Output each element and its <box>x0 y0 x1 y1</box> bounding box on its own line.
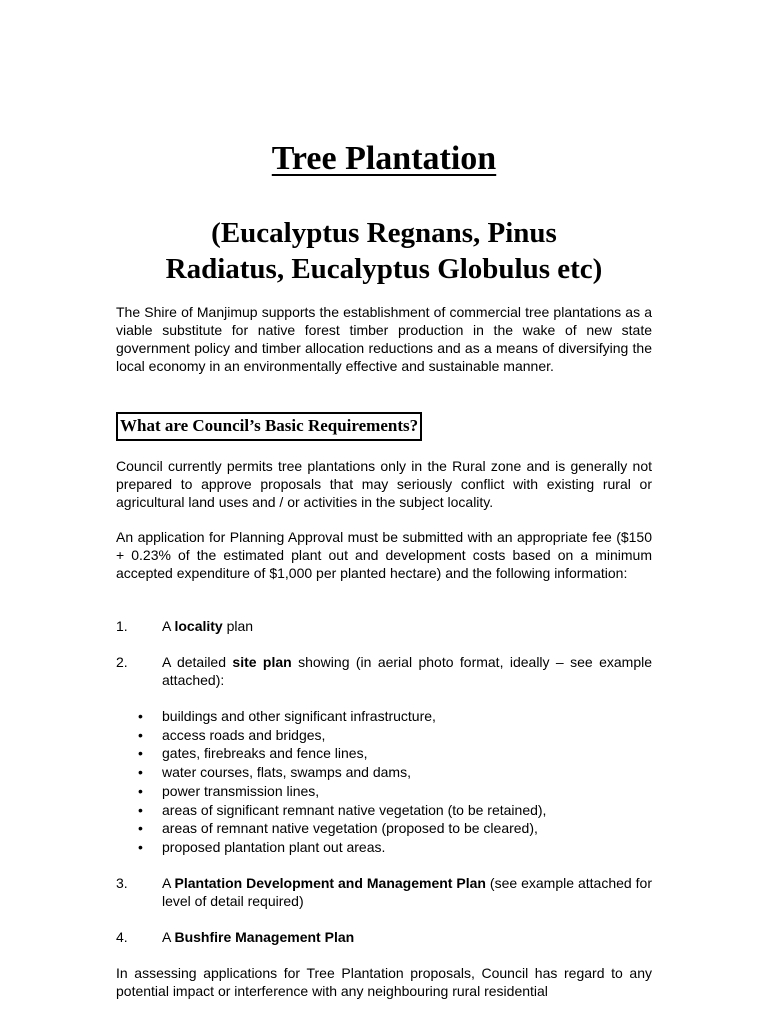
bullet-icon: • <box>138 764 143 781</box>
paragraph-1: Council currently permits tree plantations only in the Rural zone and is generally not prepared to approve proposals that may seriously conflict with existing rural or agricultural land uses and / or activities in the subject locality. <box>116 458 652 510</box>
bullet-text: areas of significant remnant native vegetation (to be retained), <box>162 801 547 818</box>
subtitle-line-1: (Eucalyptus Regnans, Pinus <box>211 217 557 249</box>
item-bold-text: site plan <box>232 654 292 670</box>
paragraph-2: An application for Planning Approval must be submitted with an appropriate fee ($150 + 0.23% of the estimated plant out and development costs based on a minimum accepted expenditure of $1,000 per planted hectare) and the following information: <box>116 529 652 581</box>
bullet-item <box>138 763 546 782</box>
subtitle-line-2: Radiatus, Eucalyptus Globulus etc) <box>165 253 603 285</box>
bullet-item <box>138 819 546 838</box>
bullet-text: water courses, flats, swamps and dams, <box>162 764 411 781</box>
bullet-icon: • <box>138 726 143 743</box>
item-text: (see example attached for level of detail required) <box>162 875 652 909</box>
bullet-item <box>138 726 546 745</box>
item-text: A <box>162 875 175 891</box>
list-item-site-plan <box>162 653 652 689</box>
item-text: A detailed <box>162 654 233 670</box>
item-bold-text: Plantation Development and Management Plan <box>174 875 486 891</box>
list-number: 1. <box>116 618 128 634</box>
list-number: 3. <box>116 875 128 891</box>
bullet-icon: • <box>138 820 143 837</box>
list-number: 2. <box>116 654 128 670</box>
section-heading: What are Council’s Basic Requirements? <box>116 412 422 441</box>
list-item-locality <box>162 617 652 635</box>
bullet-icon: • <box>138 838 143 855</box>
item-text: showing (in aerial photo format, ideally – see example attached): <box>162 654 653 688</box>
site-plan-bullet-list <box>138 707 546 857</box>
list-item-bushfire-plan <box>162 928 652 946</box>
bullet-text: gates, firebreaks and fence lines, <box>162 745 368 762</box>
bullet-icon: • <box>138 782 143 799</box>
bullet-icon: • <box>138 708 143 724</box>
item-text: A <box>162 929 175 945</box>
bullet-item <box>138 838 546 857</box>
bullet-text: power transmission lines, <box>162 782 320 799</box>
bullet-item <box>138 744 546 763</box>
bullet-item <box>138 782 546 801</box>
bullet-icon: • <box>138 745 143 762</box>
closing-paragraph: In assessing applications for Tree Plantation proposals, Council has regard to any potential impact or interference with any neighbouring rural residential <box>116 965 652 999</box>
item-bold-text: locality <box>174 618 223 634</box>
bullet-text: proposed plantation plant out areas. <box>162 838 386 855</box>
bullet-text: buildings and other significant infrastructure, <box>162 708 436 724</box>
item-text: plan <box>222 618 254 634</box>
bullet-text: access roads and bridges, <box>162 726 326 743</box>
item-text: A <box>162 618 175 634</box>
intro-paragraph: The Shire of Manjimup supports the establishment of commercial tree plantations as a viable substitute for native forest timber production in the wake of new state government policy and timber allocation reductions and as a means of diversifying the local economy in an environmentally effective and sustainable manner. <box>116 304 652 374</box>
bullet-item <box>138 801 546 820</box>
document-subtitle <box>100 215 668 287</box>
bullet-text: areas of remnant native vegetation (proposed to be cleared), <box>162 820 538 837</box>
list-number: 4. <box>116 929 128 945</box>
document-title: Tree Plantation <box>271 140 497 177</box>
bullet-icon: • <box>138 801 143 818</box>
list-item-management-plan <box>162 874 652 910</box>
bullet-item <box>138 707 546 726</box>
item-bold-text: Bushfire Management Plan <box>174 929 355 945</box>
